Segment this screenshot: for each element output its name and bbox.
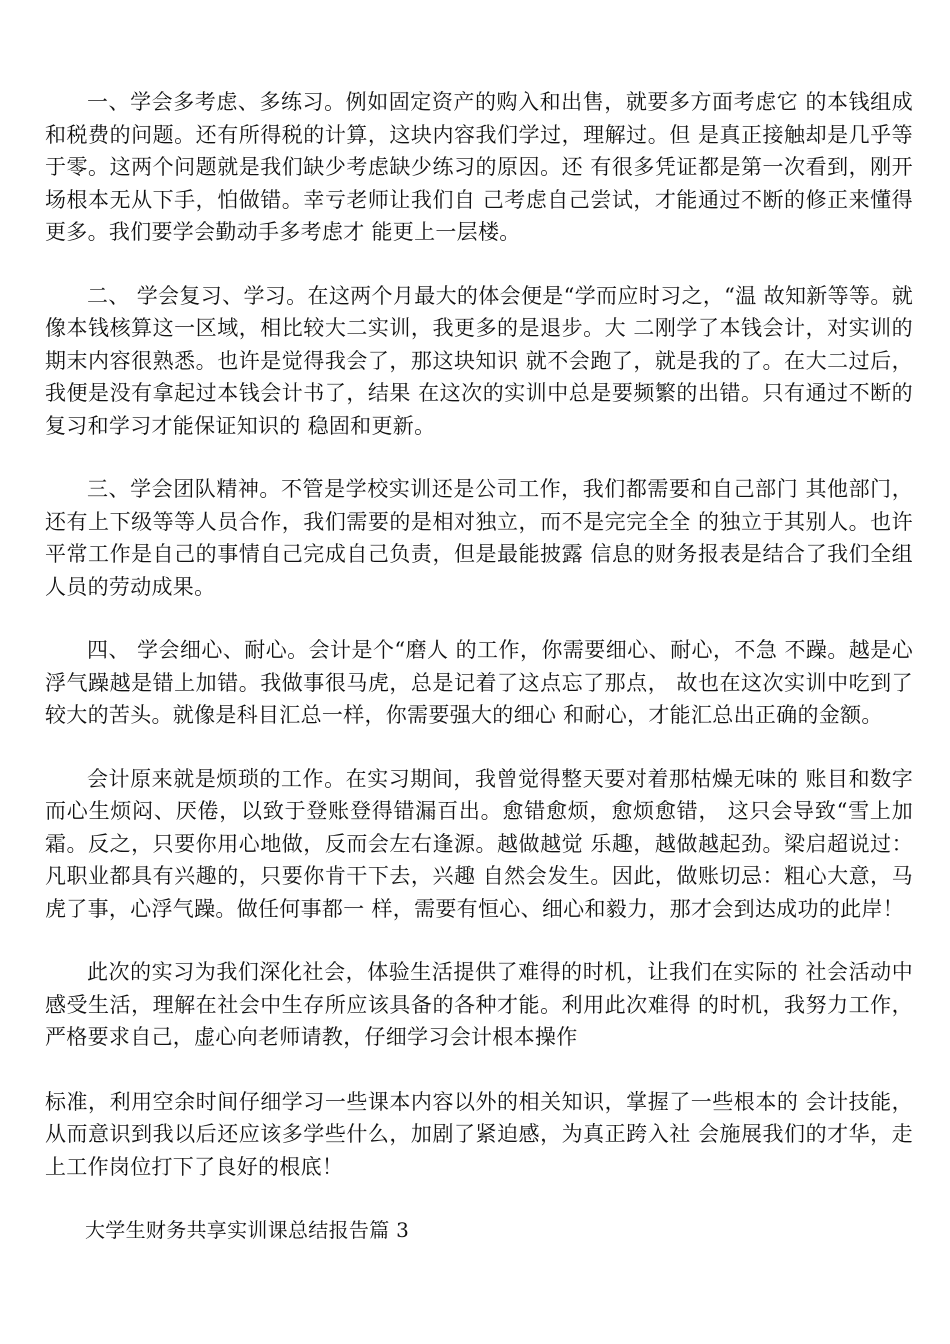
paragraph-1: 一、学会多考虑、多练习。例如固定资产的购入和出售，就要多方面考虑它 的本钱组成和税费的问题。还有所得税的计算，这块内容我们学过，理解过。但 是真正接触却是几乎等于零。这两个问题就是我们缺少考虑缺少练习的原因。还 有很多凭证都是第一次看到，刚开场根本无从下手，怕做错。幸亏老师让我们自 己考虑自己尝试，才能通过不断的修正来懂得更多。我们要学会勤动手多考虑才 能更上一层楼。 — [45, 90, 913, 244]
document-page — [45, 86, 913, 1246]
section-heading: 大学生财务共享实训课总结报告篇 3 — [85, 1218, 410, 1242]
paragraph-7: 标准，利用空余时间仔细学习一些课本内容以外的相关知识，掌握了一些根本的 会计技能，从而意识到我以后还应该多学些什么，加剧了紧迫感，为真正跨入社 会施展我们的才华，走上工作岗位打下了良好的根底！ — [45, 1089, 913, 1179]
paragraph-5: 会计原来就是烦琐的工作。在实习期间，我曾觉得整天要对着那枯燥无味的 账目和数字而心生烦闷、厌倦，以致于登账登得错漏百出。愈错愈烦，愈烦愈错， 这只会导致“雪上加霜。反之，只要你用心地做，反而会左右逢源。越做越觉 乐趣，越做越起劲。梁启超说过：凡职业都具有兴趣的，只要你肯干下去，兴趣 自然会发生。因此，做账切忌：粗心大意，马虎了事，心浮气躁。做任何事都一 样，需要有恒心、细心和毅力，那才会到达成功的此岸！ — [45, 766, 913, 921]
paragraph-2: 二、 学会复习、学习。在这两个月最大的体会便是“学而应时习之，“温 故知新等等。就像本钱核算这一区域，相比较大二实训，我更多的是退步。大 二刚学了本钱会计，对实训的期末内容很熟悉。也许是觉得我会了，那这块知识 就不会跑了，就是我的了。在大二过后，我便是没有拿起过本钱会计书了，结果 在这次的实训中总是要频繁的出错。只有通过不断的复习和学习才能保证知识的 稳固和更新。 — [45, 283, 913, 438]
paragraph-6: 此次的实习为我们深化社会，体验生活提供了难得的时机，让我们在实际的 社会活动中感受生活，理解在社会中生存所应该具备的各种才能。利用此次难得 的时机，我努力工作，严格要求自己，虚心向老师请教，仔细学习会计根本操作 — [45, 960, 913, 1049]
paragraph-3: 三、学会团队精神。不管是学校实训还是公司工作，我们都需要和自己部门 其他部门，还有上下级等等人员合作，我们需要的是相对独立，而不是完完全全 的独立于其别人。也许平常工作是自己的事情自己完成自己负责，但是最能披露 信息的财务报表是结合了我们全组人员的劳动成果。 — [45, 477, 913, 599]
paragraph-4: 四、 学会细心、耐心。会计是个“磨人 的工作，你需要细心、耐心，不急 不躁。越是心浮气躁越是错上加错。我做事很马虎，总是记着了这点忘了那点， 故也在这次实训中吃到了较大的苦头。就像是科目汇总一样，你需要强大的细心 和耐心，才能汇总出正确的金额。 — [45, 638, 913, 727]
